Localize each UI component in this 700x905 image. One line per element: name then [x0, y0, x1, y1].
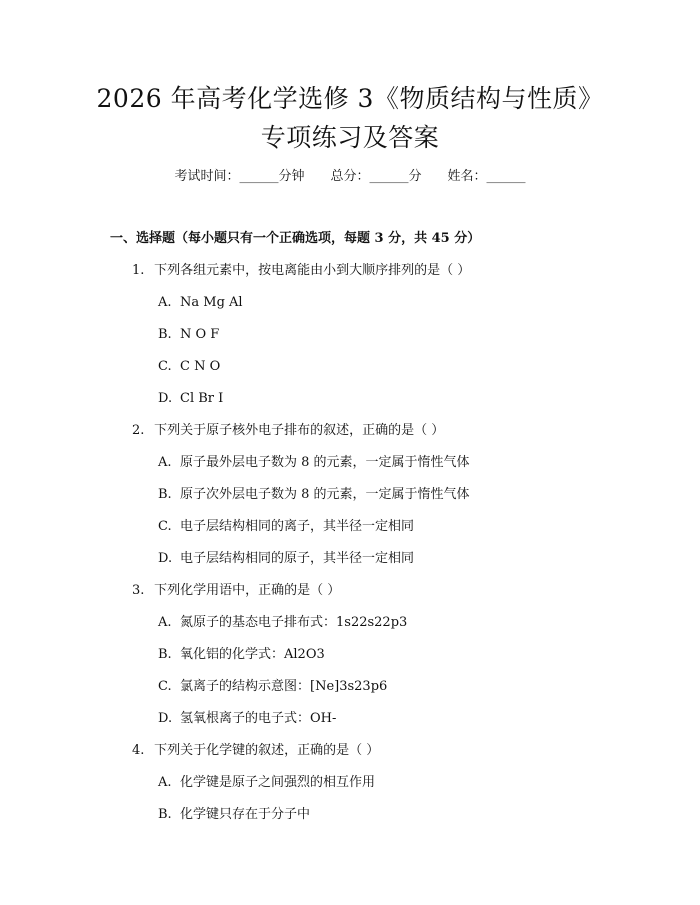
document-title-line-1: 2026 年高考化学选修 3《物质结构与性质》: [96, 84, 604, 113]
option-text: C N O: [180, 359, 221, 374]
option: [158, 486, 470, 504]
option: [158, 806, 310, 824]
question: [132, 422, 444, 440]
option-text: 氮原子的基态电子排布式：1s22s22p3: [180, 615, 408, 630]
option-letter: B.: [158, 807, 172, 822]
option: [158, 646, 325, 664]
question: [132, 582, 340, 600]
question-number: 2.: [132, 423, 145, 438]
option: [158, 390, 223, 408]
option-text: 氧化铝的化学式：Al2O3: [180, 647, 325, 662]
option-letter: C.: [158, 679, 172, 694]
option-letter: D.: [158, 711, 173, 726]
option-text: Cl Br I: [180, 391, 224, 406]
option-letter: B.: [158, 327, 172, 342]
question: [132, 262, 470, 280]
question-text: 下列关于原子核外电子排布的叙述，正确的是（ ）: [154, 423, 445, 438]
option-letter: C.: [158, 359, 172, 374]
option-text: N O F: [180, 327, 220, 342]
option-text: 电子层结构相同的原子，其半径一定相同: [180, 551, 415, 566]
option-text: 原子次外层电子数为 8 的元素，一定属于惰性气体: [180, 487, 470, 502]
option-text: Na Mg Al: [180, 295, 243, 310]
option-letter: B.: [158, 487, 172, 502]
document-title-line-2: 专项练习及答案: [260, 123, 440, 152]
option-letter: A.: [158, 615, 172, 630]
option-text: 氢氧根离子的电子式：OH-: [180, 711, 337, 726]
student-name-field: 姓名：______: [447, 169, 526, 184]
option-text: 氯离子的结构示意图：[Ne]3s23p6: [180, 679, 388, 694]
question-number: 4.: [132, 743, 145, 758]
option-letter: A.: [158, 775, 172, 790]
option: [158, 678, 387, 696]
question-text: 下列各组元素中，按电离能由小到大顺序排列的是（ ）: [154, 263, 471, 278]
option: [158, 326, 219, 344]
option: [158, 710, 336, 728]
question-text: 下列关于化学键的叙述，正确的是（ ）: [154, 743, 380, 758]
option-letter: B.: [158, 647, 172, 662]
exam-time-field: 考试时间：______分钟: [174, 169, 305, 184]
option-letter: D.: [158, 551, 173, 566]
option: [158, 454, 470, 472]
exam-meta: [0, 168, 700, 186]
section-heading: 一、选择题（每小题只有一个正确选项，每题 3 分，共 45 分）: [110, 231, 481, 246]
option: [158, 614, 407, 632]
option-letter: C.: [158, 519, 172, 534]
total-score-field: 总分：______分: [330, 169, 422, 184]
question-number: 1.: [132, 263, 145, 278]
question: [132, 742, 379, 760]
option-letter: A.: [158, 295, 172, 310]
option-text: 原子最外层电子数为 8 的元素，一定属于惰性气体: [180, 455, 470, 470]
option: [158, 518, 414, 536]
option: [158, 358, 220, 376]
option: [158, 294, 243, 312]
option-letter: D.: [158, 391, 173, 406]
option: [158, 774, 375, 792]
option: [158, 550, 414, 568]
question-text: 下列化学用语中，正确的是（ ）: [154, 583, 341, 598]
option-text: 电子层结构相同的离子，其半径一定相同: [180, 519, 415, 534]
option-text: 化学键是原子之间强烈的相互作用: [180, 775, 376, 790]
option-letter: A.: [158, 455, 172, 470]
option-text: 化学键只存在于分子中: [180, 807, 311, 822]
question-number: 3.: [132, 583, 145, 598]
